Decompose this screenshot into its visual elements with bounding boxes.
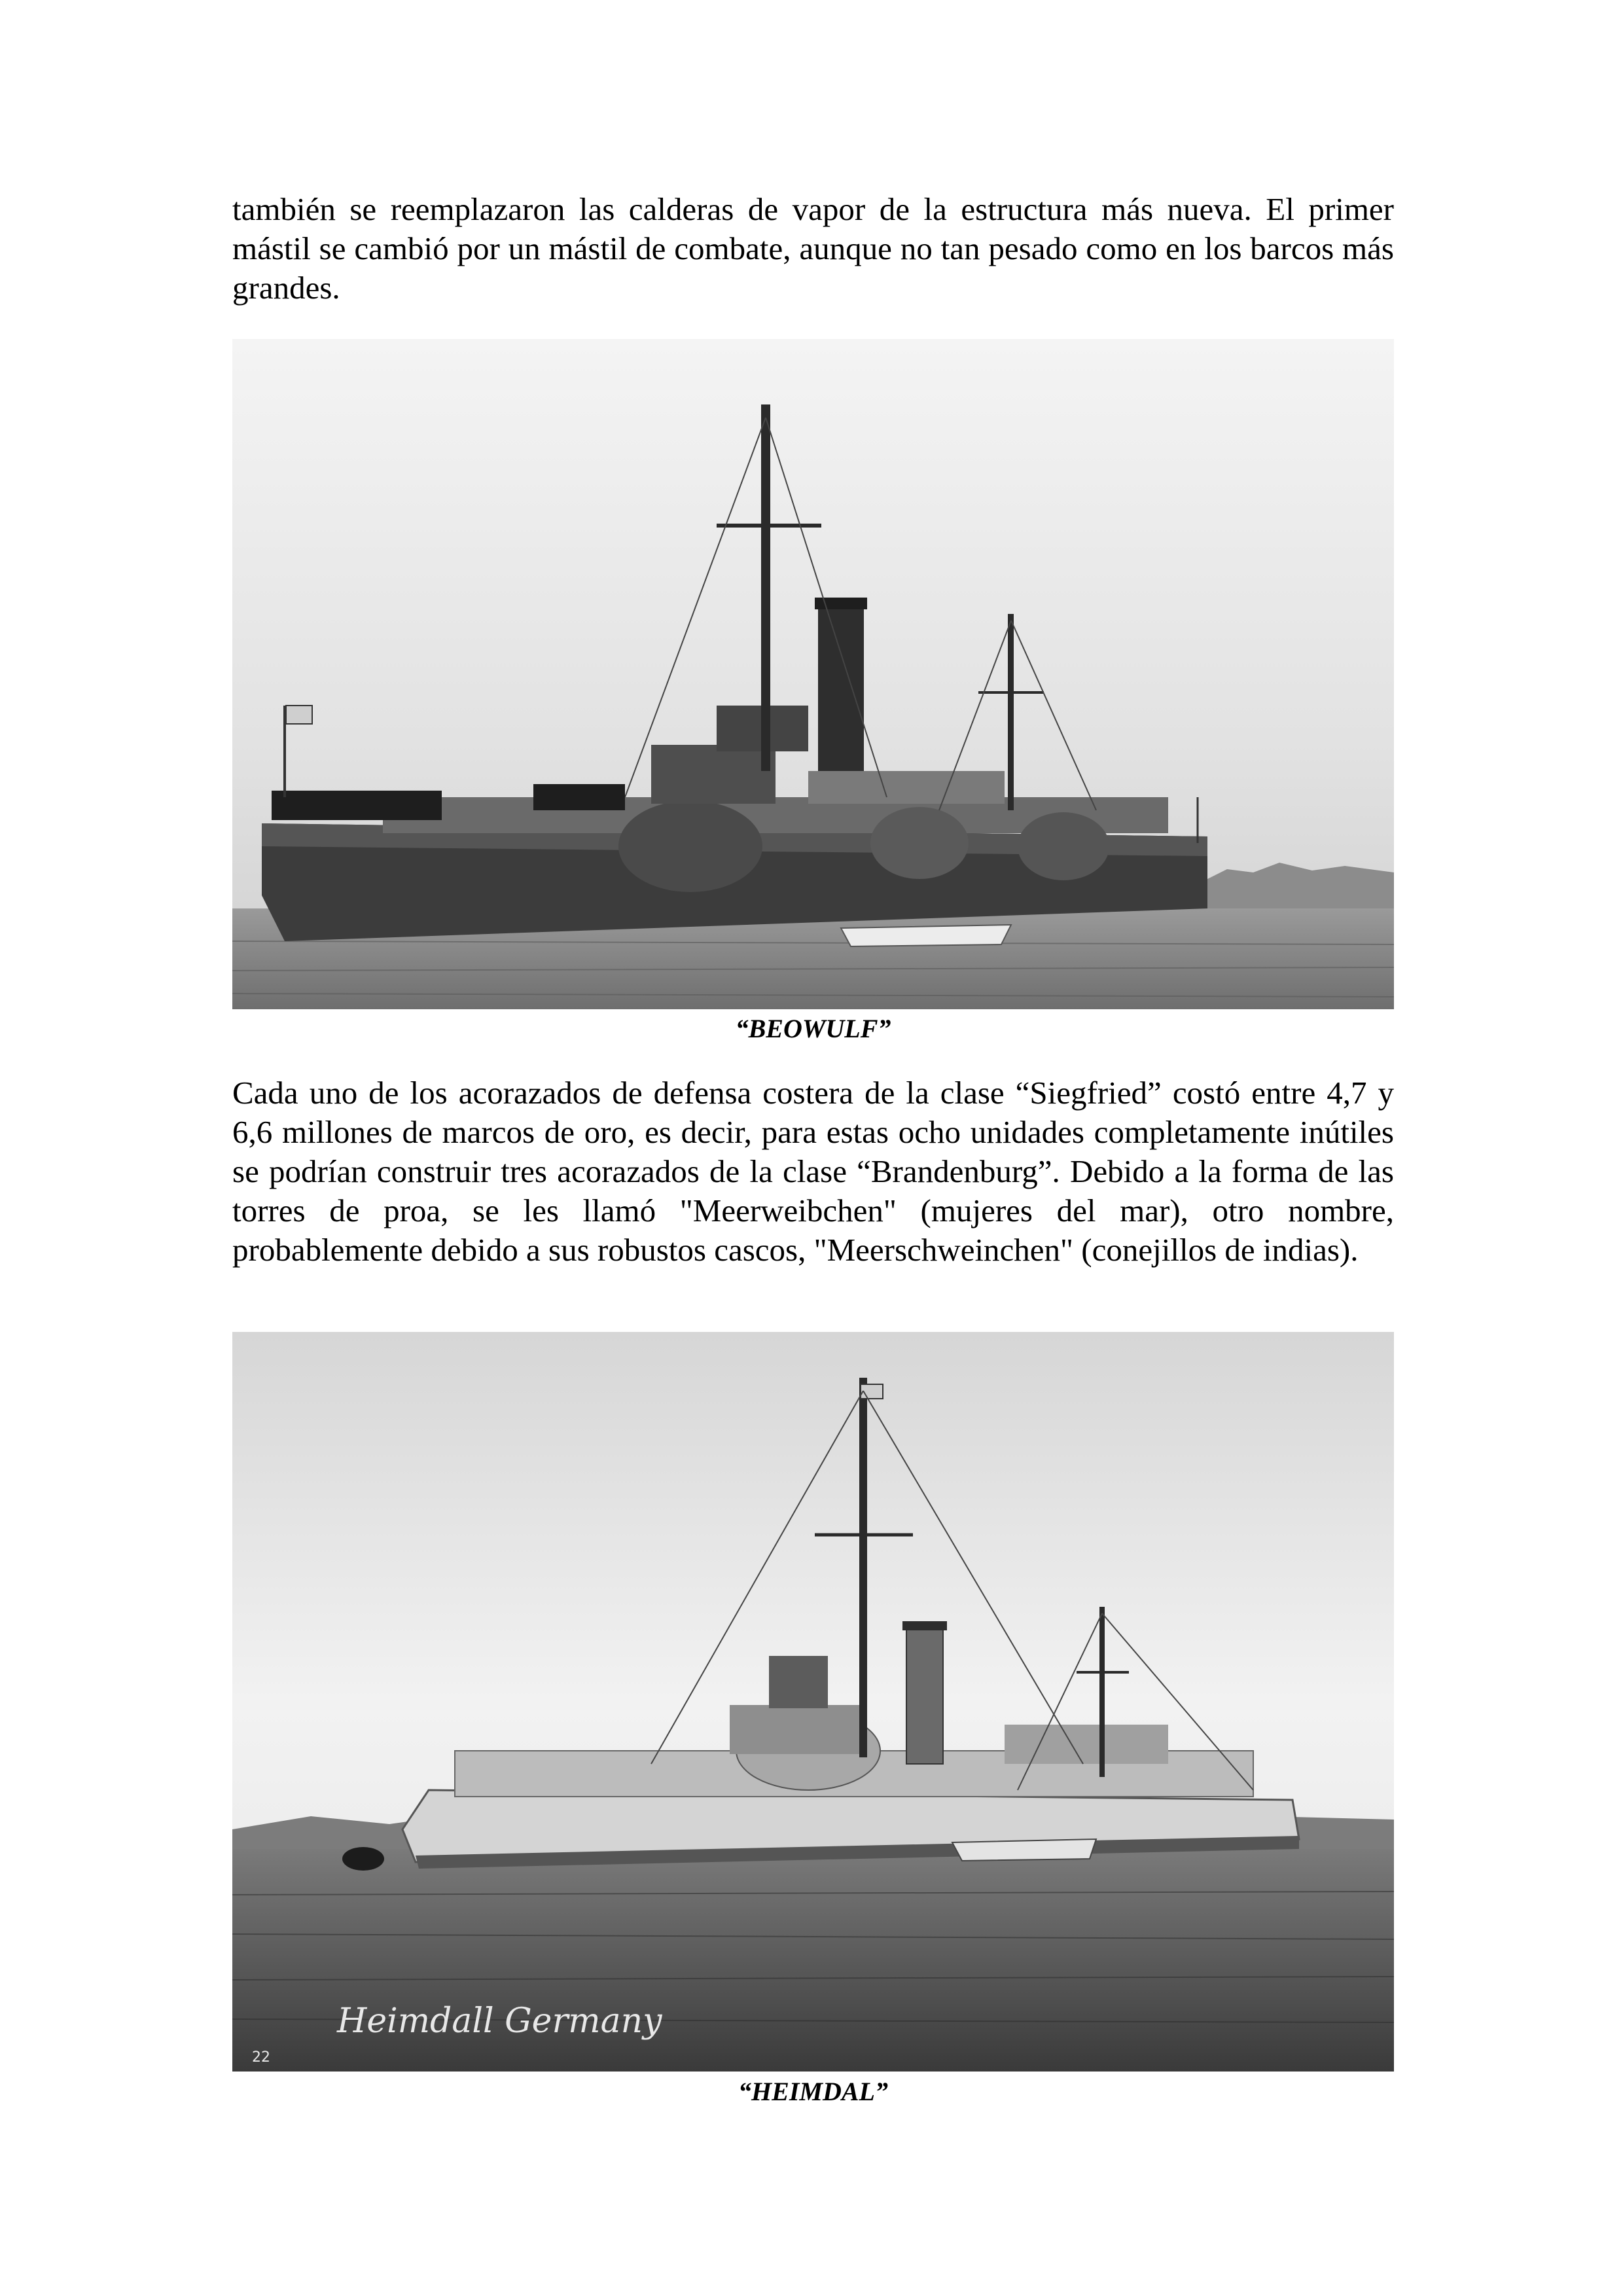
- photo-number: 22: [252, 2049, 270, 2066]
- paragraph-1: también se reemplazaron las calderas de vapor de la estructura más nueva. El primer mástil se cambió por un mástil de combate, aunque no tan pesado como en los barcos más grandes.: [232, 191, 1394, 306]
- beowulf-photo: [232, 339, 1394, 1009]
- heimdal-photo: [232, 1332, 1394, 2072]
- figure-caption-beowulf: “BEOWULF”: [735, 1014, 891, 1043]
- photo-inscription: Heimdall Germany: [337, 2001, 662, 2041]
- paragraph-2: Cada uno de los acorazados de defensa costera de la clase “Siegfried” costó entre 4,7 y 6,6 millones de marcos de oro, es decir, para estas ocho unidades completamente inútiles se podrían construir tres acorazados de la clase “Brandenburg”. Debido a la forma de las torres de proa, se les llamó "Meerweibchen" (mujeres del mar), otro nombre, probablemente debido a sus robustos cascos, "Meerschweinchen" (conejillos de indias).: [232, 1075, 1394, 1268]
- figure-caption-heimdal: “HEIMDAL”: [738, 2077, 888, 2106]
